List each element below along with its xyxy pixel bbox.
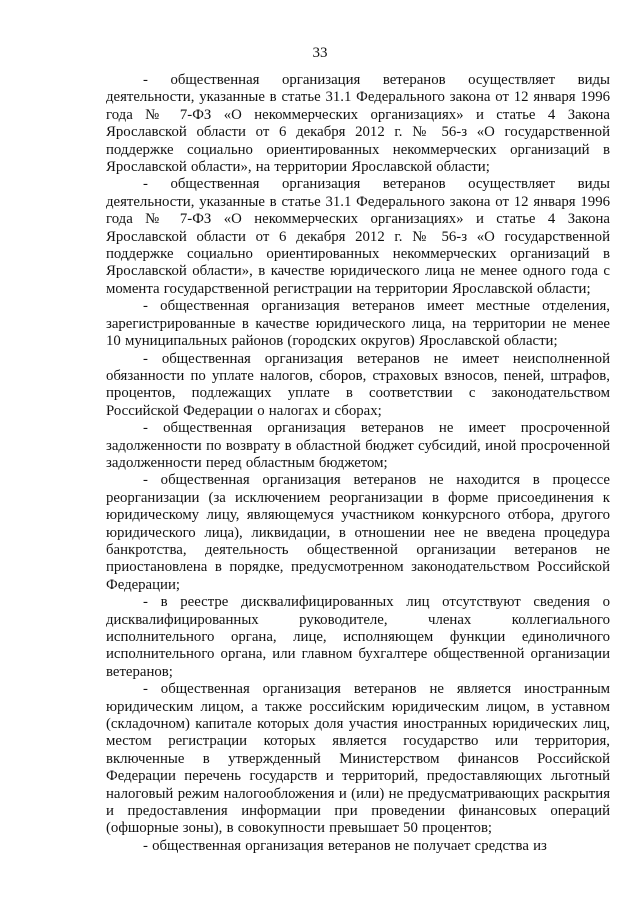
paragraph: - общественная организация ветеранов не является иностранным юридическим лицом, а также российским юридическим лицом, в уставном (складочном) капитале которых доля участия иностранных юридических лиц, местом регистрации которых является государство или территория, включенные в утвержденный Министерством финансов Российской Федерации перечень государств и территорий, предоставляющих льготный налоговый режим налогообложения и (или) не предусматривающих раскрытия и предоставления информации при проведении финансовых операций (офшорные зоны), в совокупности превышает 50 процентов; — [106, 681, 610, 837]
paragraph: - общественная организация ветеранов не имеет просроченной задолженности по возврату в областной бюджет субсидий, иной просроченной задолженности перед областным бюджетом; — [106, 420, 610, 471]
page-body — [106, 72, 610, 855]
paragraph: - общественная организация ветеранов не имеет неисполненной обязанности по уплате налогов, сборов, страховых взносов, пеней, штрафов, процентов, подлежащих уплате в соответствии с законодательством Российской Федерации о налогах и сборах; — [106, 350, 610, 419]
paragraph: - общественная организация ветеранов не находится в процессе реорганизации (за исключением реорганизации в форме присоединения к юридическому лицу, являющемуся участником конкурсного отбора, другого юридического лица), ликвидации, в отношении нее не введена процедура банкротства, деятельность общественной организации ветеранов не приостановлена в порядке, предусмотренном законодательством Российской Федерации; — [106, 472, 610, 593]
paragraph: - в реестре дисквалифицированных лиц отсутствуют сведения о дисквалифицированных руководителе, членах коллегиального исполнительного органа, лице, исполняющем функции единоличного исполнительного органа, или главном бухгалтере общественной организации ветеранов; — [106, 594, 610, 680]
paragraph: - общественная организация ветеранов осуществляет виды деятельности, указанные в статье 31.1 Федерального закона от 12 января 1996 года № 7-ФЗ «О некоммерческих организациях» и статье 4 Закона Ярославской области от 6 декабря 2012 г. № 56-з «О государственной поддержке социально ориентированных некоммерческих организаций в Ярославской области», на территории Ярославской области; — [106, 72, 610, 176]
page-number: 33 — [312, 45, 328, 61]
paragraph: - общественная организация ветеранов имеет местные отделения, зарегистрированные в качестве юридического лица, на территории не менее 10 муниципальных районов (городских округов) Ярославской области; — [106, 298, 610, 350]
paragraph: - общественная организация ветеранов осуществляет виды деятельности, указанные в статье 31.1 Федерального закона от 12 января 1996 года № 7-ФЗ «О некоммерческих организациях» и статье 4 Закона Ярославской области от 6 декабря 2012 г. № 56-з «О государственной поддержке социально ориентированных некоммерческих организаций в Ярославской области», в качестве юридического лица не менее одного года с момента государственной регистрации на территории Ярославской области; — [106, 176, 610, 297]
paragraph: - общественная организация ветеранов не получает средства из — [143, 837, 547, 854]
